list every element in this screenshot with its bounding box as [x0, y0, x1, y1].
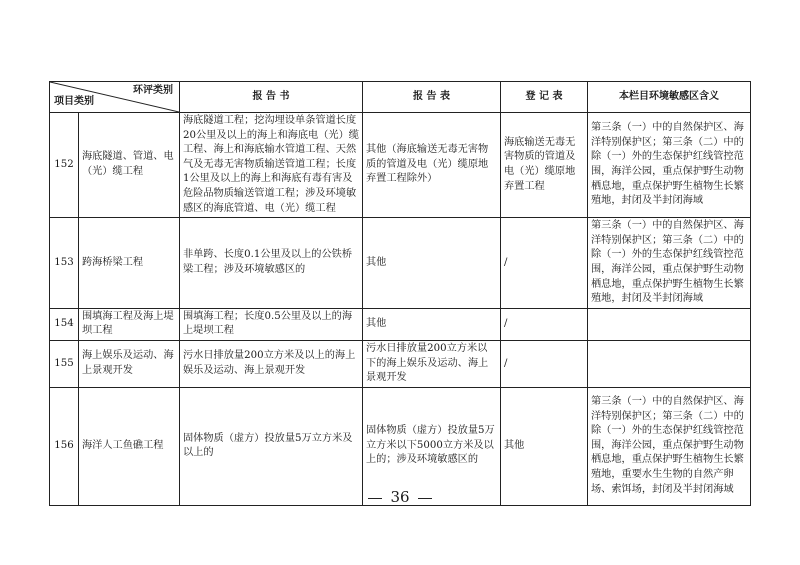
page-number: 36	[390, 488, 410, 506]
header-sensitive-area: 本栏目环境敏感区含义	[588, 82, 751, 113]
report-book-cell: 围填海工程；长度0.5公里及以上的海上堤坝工程	[180, 308, 363, 340]
report-book-cell: 固体物质（虚方）投放量5万立方米及以上的	[180, 387, 363, 505]
registration-cell: /	[501, 218, 588, 309]
report-form-cell: 其他（海底输送无毒无害物质的管道及电（光）缆原地弃置工程除外）	[363, 113, 501, 218]
row-number: 156	[50, 387, 79, 505]
report-form-cell: 污水日排放量200立方米以下的海上娱乐及运动、海上景观开发	[363, 340, 501, 387]
header-eia-category: 环评类别	[133, 85, 173, 96]
project-category: 海底隧道、管道、电（光）缆工程	[79, 113, 180, 218]
sensitive-area-cell	[588, 340, 751, 387]
table-row	[50, 218, 751, 309]
project-category: 海洋人工鱼礁工程	[79, 387, 180, 505]
header-project-category: 项目类别	[54, 96, 94, 108]
eia-classification-table	[49, 81, 751, 506]
header-report-book: 报 告 书	[180, 82, 363, 113]
registration-cell: /	[501, 340, 588, 387]
report-book-cell: 海底隧道工程；挖沟埋设单条管道长度20公里及以上的海上和海底电（光）缆工程、海上和海底输水管道工程、天然气及无毒无害物质输送管道工程；长度1公里及以上的海上和海底有毒有害及危险品物质输送管道工程；涉及环境敏感区的海底管道、电（光）缆工程	[180, 113, 363, 218]
table-header-row	[50, 82, 751, 113]
report-form-cell: 其他	[363, 308, 501, 340]
registration-cell: /	[501, 308, 588, 340]
row-number: 153	[50, 218, 79, 309]
footer-dash-left	[368, 498, 382, 499]
report-book-cell: 非单跨、长度0.1公里及以上的公铁桥梁工程；涉及环境敏感区的	[180, 218, 363, 309]
project-category: 围填海工程及海上堤坝工程	[79, 308, 180, 340]
table-row	[50, 340, 751, 387]
row-number: 154	[50, 308, 79, 340]
registration-cell: 其他	[501, 387, 588, 505]
footer-dash-right	[418, 498, 432, 499]
header-corner-cell	[50, 82, 180, 113]
project-category: 海上娱乐及运动、海上景观开发	[79, 340, 180, 387]
registration-cell: 海底输送无毒无害物质的管道及电（光）缆原地弃置工程	[501, 113, 588, 218]
header-registration-form: 登 记 表	[501, 82, 588, 113]
table-row	[50, 308, 751, 340]
report-book-cell: 污水日排放量200立方米及以上的海上娱乐及运动、海上景观开发	[180, 340, 363, 387]
sensitive-area-cell: 第三条（一）中的自然保护区、海洋特别保护区；第三条（二）中的除（一）外的生态保护红线管控范围，海洋公园，重点保护野生动物栖息地，重点保护野生植物生长繁殖地，封闭及半封闭海域	[588, 113, 751, 218]
sensitive-area-cell: 第三条（一）中的自然保护区、海洋特别保护区；第三条（二）中的除（一）外的生态保护红线管控范围，海洋公园，重点保护野生动物栖息地，重点保护野生植物生长繁殖地，重要水生生物的自然产卵场、索饵场，封闭及半封闭海域	[588, 387, 751, 505]
sensitive-area-cell	[588, 308, 751, 340]
row-number: 155	[50, 340, 79, 387]
report-form-cell: 固体物质（虚方）投放量5万立方米以下5000立方米及以上的；涉及环境敏感区的	[363, 387, 501, 505]
report-form-cell: 其他	[363, 218, 501, 309]
sensitive-area-cell: 第三条（一）中的自然保护区、海洋特别保护区；第三条（二）中的除（一）外的生态保护红线管控范围，海洋公园，重点保护野生动物栖息地，重点保护野生植物生长繁殖地，封闭及半封闭海域	[588, 218, 751, 309]
header-report-form: 报 告 表	[363, 82, 501, 113]
page-footer	[0, 488, 800, 506]
table-row	[50, 113, 751, 218]
project-category: 跨海桥梁工程	[79, 218, 180, 309]
row-number: 152	[50, 113, 79, 218]
